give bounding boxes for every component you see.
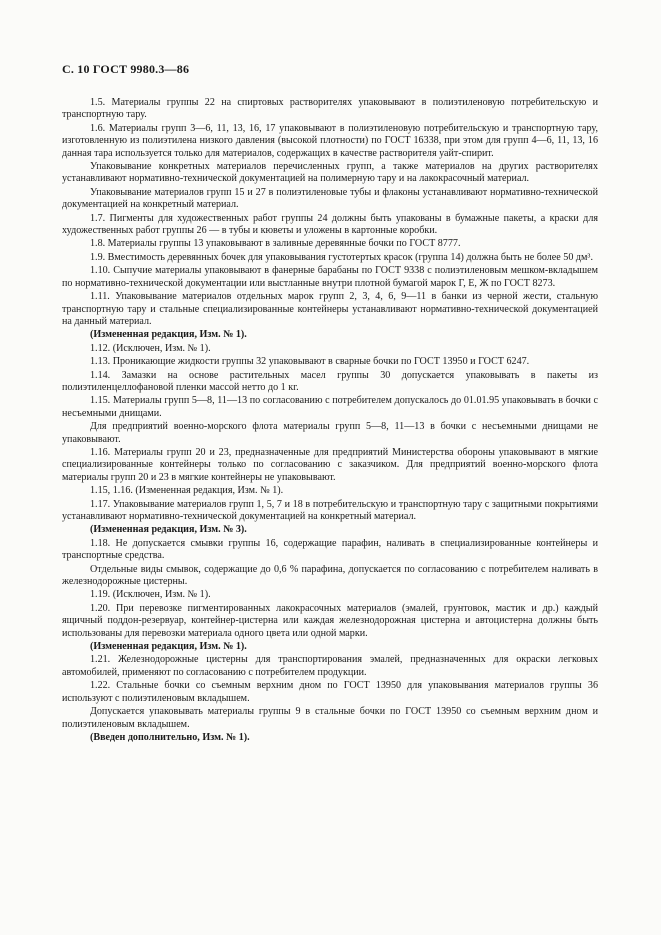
paragraph-1-19: 1.19. (Исключен, Изм. № 1). — [90, 589, 211, 601]
paragraph-1-15-1-16-amendment: 1.15, 1.16. (Измененная редакция, Изм. № 1). — [90, 485, 284, 497]
paragraph-1-9: 1.9. Вместимость деревянных бочек для упаковывания густотертых красок (группа 14) должна быть не более 50 дм³. — [90, 251, 593, 263]
paragraph-1-7: 1.7. Пигменты для художественных работ группы 24 должны быть упакованы в бумажные пакеты, а краски для художественных работ группы 26 — в тубы и кюветы и уложены в картонные коробки. — [62, 212, 598, 237]
page-header: С. 10 ГОСТ 9980.3—86 — [62, 62, 190, 76]
paragraph-1-5: 1.5. Материалы группы 22 на спиртовых растворителях упаковывают в полиэтиленовую потребительскую и транспортную тару. — [62, 97, 598, 121]
paragraph-1-6-note: Упаковывание конкретных материалов перечисленных групп, а также материалов на других растворителях устанавливают нормативно-технической документацией на полимерную тару и на лакокрасочный материал. — [62, 161, 598, 185]
paragraph-1-6-tubes: Упаковывание материалов групп 15 и 27 в полиэтиленовые тубы и флаконы устанавливают нормативно-технической документацией на конкретный материал. — [62, 186, 598, 211]
paragraph-1-15: 1.15. Материалы групп 5—8, 11—13 по согласованию с потребителем допускалось до 01.01.95 упаковывать в бочки с несъемными днищами. — [62, 395, 598, 419]
paragraph-1-11: 1.11. Упаковывание материалов отдельных марок групп 2, 3, 4, 6, 9—11 в банки из черной жести, стальную транспортную тару и стальные специализированные контейнеры устанавливают нормативно-технической документацией на данный материал. — [62, 291, 598, 327]
paragraph-1-15-navy: Для предприятий военно-морского флота материалы групп 5—8, 11—13 в бочки с несъемными днищами не упаковывают. — [62, 421, 598, 445]
paragraph-1-18-note: Отдельные виды смывок, содержащие до 0,6 % парафина, допускается по согласованию с потребителем наливать в железнодорожные цистерны. — [62, 563, 598, 588]
paragraph-1-17: 1.17. Упаковывание материалов групп 1, 5, 7 и 18 в потребительскую и транспортную тару с защитными покрытиями устанавливают нормативно-технической документацией на конкретный материал. — [62, 498, 598, 522]
amendment-note: (Измененная редакция, Изм. № 1). — [90, 641, 247, 653]
paragraph-1-22-note: Допускается упаковывать материалы группы 9 в стальные бочки по ГОСТ 13950 со съемным верхним дном и полиэтиленовым вкладышем. — [62, 706, 598, 730]
amendment-note: (Измененная редакция, Изм. № 3). — [90, 524, 247, 536]
amendment-note: (Введен дополнительно, Изм. № 1). — [90, 731, 250, 743]
paragraph-1-21: 1.21. Железнодорожные цистерны для транспортирования эмалей, предназначенных для окраски легковых автомобилей, применяют по согласованию с потребителем продукции. — [62, 654, 598, 678]
paragraph-1-12: 1.12. (Исключен, Изм. № 1). — [90, 342, 211, 354]
paragraph-1-8: 1.8. Материалы группы 13 упаковывают в заливные деревянные бочки по ГОСТ 8777. — [90, 238, 461, 250]
paragraph-1-22: 1.22. Стальные бочки со съемным верхним дном по ГОСТ 13950 для упаковывания материалов группы 36 используют с полиэтиленовым вкладышем. — [62, 680, 598, 704]
document-body — [62, 97, 598, 745]
paragraph-1-6: 1.6. Материалы групп 3—6, 11, 13, 16, 17 упаковывают в полиэтиленовую потребительскую и транспортную тару, изготовленную из полиэтилена низкого давления (высокой плотности) по ГОСТ 16338, при этом для групп 4—6, 11, 13, 16 данная тара используется только для материалов, содержащих в качестве растворителя уайт-спирит. — [62, 122, 598, 159]
paragraph-1-20: 1.20. При перевозке пигментированных лакокрасочных материалов (эмалей, грунтовок, мастик и др.) каждый ящичный поддон-резервуар, контейнер-цистерна или каждая железнодорожная цистерна и автоцистерна должны быть использованы для перевозки материала одного цвета или одной марки. — [62, 602, 598, 639]
paragraph-1-16: 1.16. Материалы групп 20 и 23, предназначенные для предприятий Министерства обороны упаковывают в мягкие специализированные контейнеры только по согласованию с заказчиком. Для предприятий военно-морского флота материалы групп 20 и 23 в мягкие контейнеры не упаковывают. — [62, 446, 598, 483]
paragraph-1-13: 1.13. Проникающие жидкости группы 32 упаковывают в сварные бочки по ГОСТ 13950 и ГОСТ 6247. — [90, 356, 530, 368]
paragraph-1-10: 1.10. Сыпучие материалы упаковывают в фанерные барабаны по ГОСТ 9338 с полиэтиленовым мешком-вкладышем по нормативно-технической документации или выстланные внутри плотной бумагой марок Г, Е, Ж по ГОСТ 8273. — [62, 265, 598, 289]
amendment-note: (Измененная редакция, Изм. № 1). — [90, 329, 247, 341]
paragraph-1-14: 1.14. Замазки на основе растительных масел группы 30 допускается упаковывать в пакеты из полиэтиленцеллофановой пленки массой нетто до 1 кг. — [62, 369, 598, 393]
paragraph-1-18: 1.18. Не допускается смывки группы 16, содержащие парафин, наливать в специализированные контейнеры и транспортные средства. — [62, 537, 598, 562]
